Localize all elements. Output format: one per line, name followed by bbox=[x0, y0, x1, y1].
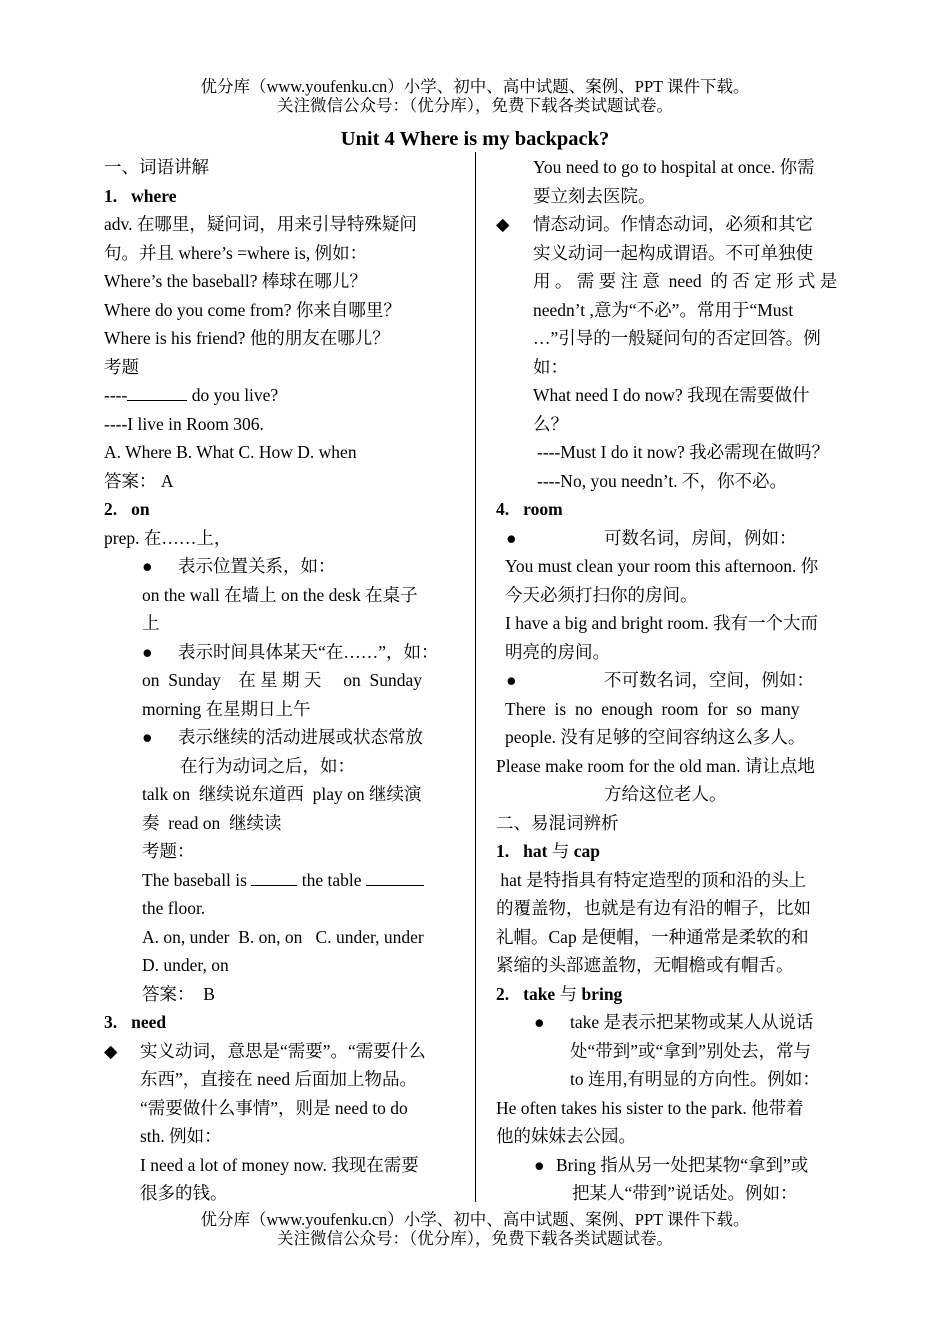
exam-question: ---- do you live? bbox=[104, 385, 279, 405]
text-line: 把某人“带到”说话处。例如： bbox=[572, 1183, 798, 1203]
exam-options: A. Where B. What C. How D. when bbox=[104, 442, 357, 462]
word-heading-room: 4. room bbox=[496, 499, 563, 519]
answer-blank bbox=[251, 869, 297, 886]
example-line: ----No, you needn’t. 不，你不必。 bbox=[537, 470, 787, 491]
text-line: 如： bbox=[533, 356, 568, 377]
bullet-item: ● 表示位置关系，如： bbox=[104, 552, 456, 581]
bullet-item: ◆ 实义动词，意思是“需要”。“需要什么 bbox=[104, 1037, 456, 1066]
header-line-2: 关注微信公众号：（优分库），免费下载各类试题试卷。 bbox=[277, 96, 673, 115]
text-line: 的覆盖物，也就是有边有沿的帽子，比如 bbox=[496, 898, 811, 918]
bullet-diamond-icon: ◆ bbox=[104, 1040, 118, 1061]
example-line: 明亮的房间。 bbox=[505, 641, 610, 662]
text-line: 实义动词一起构成谓语。不可单独使 bbox=[533, 242, 813, 263]
example-line: ----Must I do it now? 我必需现在做吗？ bbox=[537, 442, 830, 462]
header-line-1: 优分库（www.youfenku.cn）小学、初中、高中试题、案例、PPT 课件下载。 bbox=[200, 77, 750, 96]
example-line: I have a big and bright room. 我有一个大而 bbox=[505, 613, 819, 633]
exam-label: 考题： bbox=[142, 841, 195, 861]
example-line: 上 bbox=[142, 613, 160, 633]
bullet-dot-icon: ● bbox=[142, 556, 153, 576]
example-line: He often takes his sister to the park. 他带着 bbox=[496, 1097, 804, 1118]
exam-options: A. on, under B. on, on C. under, under bbox=[142, 926, 424, 947]
bullet-dot-icon: ● bbox=[142, 641, 153, 662]
text-line: 东西”，直接在 need 后面加上物品。 bbox=[140, 1069, 418, 1089]
text-line: 紧缩的头部遮盖物，无帽檐或有帽舌。 bbox=[496, 955, 794, 975]
word-heading-take-bring: 2. take 与 bring bbox=[496, 983, 623, 1004]
example-line: 方给这位老人。 bbox=[604, 784, 727, 804]
answer-blank bbox=[366, 869, 424, 886]
bullet-dot-icon: ● bbox=[534, 1012, 545, 1032]
page-header bbox=[0, 77, 950, 115]
column-divider bbox=[475, 152, 476, 1202]
text-line: 用 。 需 要 注 意 need 的 否 定 形 式 是 bbox=[533, 271, 838, 291]
text-line: adv. 在哪里，疑问词，用来引导特殊疑问 bbox=[104, 214, 417, 234]
bullet-item: ◆ 情态动词。作情态动词，必须和其它 bbox=[496, 210, 848, 239]
word-heading-where: 1. where bbox=[104, 185, 177, 206]
word-heading-on: 2. on bbox=[104, 499, 150, 519]
text-line: hat 是特指具有特定造型的顶和沿的头上 bbox=[496, 869, 807, 890]
example-line: morning 在星期日上午 bbox=[142, 698, 311, 719]
example-line: Please make room for the old man. 请让点地 bbox=[496, 755, 815, 776]
text-line: needn’t ,意为“不必”。常用于“Must bbox=[533, 299, 794, 320]
example-line: You need to go to hospital at once. 你需 bbox=[533, 157, 815, 177]
example-line: people. 没有足够的空间容纳这么多人。 bbox=[505, 727, 806, 747]
text-line: 礼帽。Cap 是便帽，一种通常是柔软的和 bbox=[496, 926, 809, 947]
answer-blank bbox=[127, 384, 187, 401]
left-column bbox=[104, 153, 456, 1208]
text-line: sth. 例如： bbox=[140, 1126, 222, 1146]
text-line: 处“带到”或“拿到”别处去，常与 bbox=[570, 1040, 812, 1061]
exam-answer: 答案： B bbox=[142, 983, 215, 1004]
example-line: What need I do now? 我现在需要做什 bbox=[533, 385, 810, 405]
word-heading-need: 3. need bbox=[104, 1012, 167, 1032]
example-line: You must clean your room this afternoon. 你 bbox=[505, 556, 819, 576]
exam-options: D. under, on bbox=[142, 955, 229, 975]
bullet-item: ● take 是表示把某物或某人从说话 bbox=[496, 1008, 848, 1037]
example-line: 要立刻去医院。 bbox=[533, 185, 656, 206]
text-line: to 连用,有明显的方向性。例如： bbox=[570, 1069, 820, 1089]
exam-question: The baseball is the table bbox=[104, 866, 456, 895]
bullet-item: ● 表示时间具体某天“在……”，如： bbox=[104, 638, 456, 667]
exam-answer: 答案： A bbox=[104, 470, 174, 491]
example-line: 今天必须打扫你的房间。 bbox=[505, 584, 698, 605]
word-heading-hat-cap: 1. hat 与 cap bbox=[496, 841, 600, 861]
example-line: Where’s the baseball? 棒球在哪儿？ bbox=[104, 271, 367, 291]
bullet-item: ● 可数名词，房间，例如： bbox=[496, 524, 848, 553]
footer-line-1: 优分库（www.youfenku.cn）小学、初中、高中试题、案例、PPT 课件下载。 bbox=[200, 1210, 750, 1229]
text-line: “需要做什么事情”，则是 need to do bbox=[140, 1097, 408, 1118]
example-line: Where do you come from? 你来自哪里？ bbox=[104, 299, 401, 320]
text-line: …”引导的一般疑问句的否定回答。例 bbox=[533, 328, 821, 348]
document-title: Unit 4 Where is my backpack? bbox=[340, 128, 610, 150]
example-line: talk on 继续说东道西 play on 继续演 bbox=[142, 784, 422, 804]
bullet-dot-icon: ● bbox=[142, 727, 153, 747]
footer-line-2: 关注微信公众号：（优分库），免费下载各类试题试卷。 bbox=[277, 1229, 673, 1248]
section-heading: 一、词语讲解 bbox=[104, 157, 209, 177]
example-line: 么？ bbox=[533, 413, 568, 434]
bullet-dot-icon: ● bbox=[506, 670, 517, 690]
exam-question: the floor. bbox=[142, 898, 206, 918]
example-line: I need a lot of money now. 我现在需要 bbox=[140, 1154, 419, 1175]
example-line: on Sunday 在 星 期 天 on Sunday bbox=[142, 670, 422, 690]
bullet-item: ● 不可数名词，空间，例如： bbox=[496, 666, 848, 695]
bullet-item: ● Bring 指从另一处把某物“拿到”或 bbox=[496, 1151, 848, 1180]
text-line: 句。并且 where’s =where is, 例如： bbox=[104, 242, 368, 263]
bullet-dot-icon: ● bbox=[506, 527, 517, 548]
bullet-diamond-icon: ◆ bbox=[496, 214, 510, 234]
exam-answer-line: ----I live in Room 306. bbox=[104, 413, 264, 434]
text-line: 在行为动词之后，如： bbox=[180, 755, 355, 776]
page-footer bbox=[0, 1210, 950, 1248]
example-line: on the wall 在墙上 on the desk 在桌子 bbox=[142, 584, 418, 605]
example-line: 很多的钱。 bbox=[140, 1183, 228, 1203]
example-line: 奏 read on 继续读 bbox=[142, 812, 282, 833]
exam-label: 考题 bbox=[104, 356, 139, 377]
example-line: There is no enough room for so many bbox=[505, 698, 800, 719]
right-column bbox=[496, 153, 848, 1208]
section-heading: 二、易混词辨析 bbox=[496, 812, 619, 833]
example-line: 他的妹妹去公园。 bbox=[496, 1126, 636, 1146]
example-line: Where is his friend? 他的朋友在哪儿？ bbox=[104, 328, 390, 348]
text-line: prep. 在……上， bbox=[104, 527, 232, 548]
bullet-item: ● 表示继续的活动进展或状态常放 bbox=[104, 723, 456, 752]
bullet-dot-icon: ● bbox=[534, 1154, 545, 1175]
